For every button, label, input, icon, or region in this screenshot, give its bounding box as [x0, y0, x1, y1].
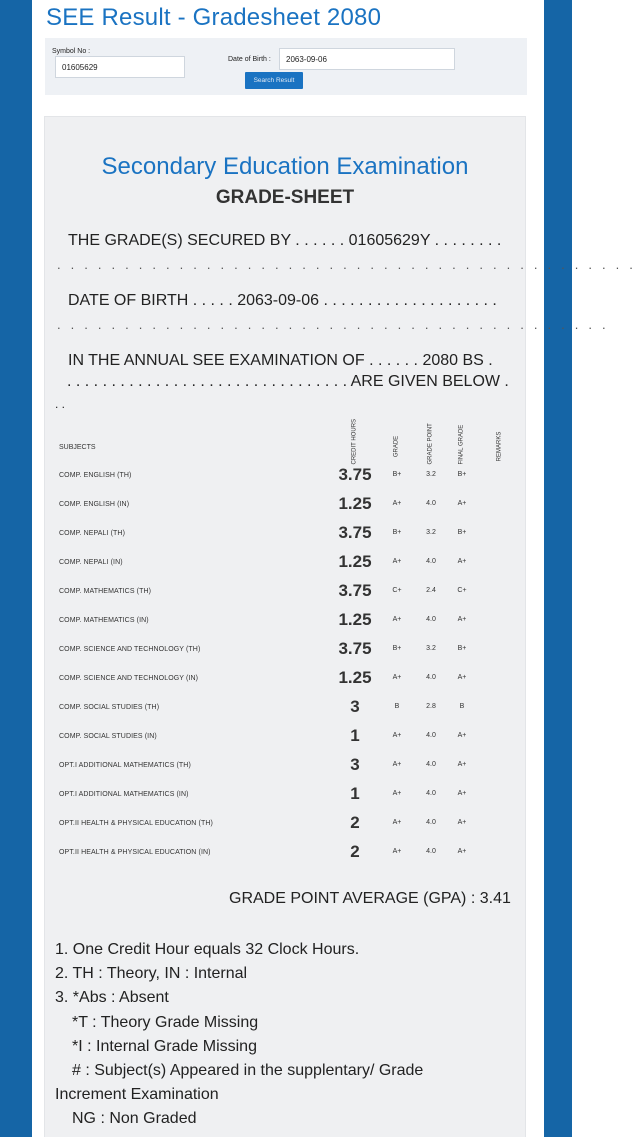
grade-header: GRADE [393, 435, 400, 458]
page-content [32, 0, 636, 1137]
credit-hours: 1.25 [338, 552, 372, 571]
credit-hours: 1.25 [338, 610, 372, 629]
credit-hours: 2 [350, 842, 360, 861]
note-supplementary: # : Subject(s) Appeared in the supplentary/ Grade [72, 1062, 424, 1079]
note-theory-missing: *T : Theory Grade Missing [72, 1014, 259, 1031]
grade-point: 4.0 [426, 819, 436, 826]
subject-name: COMP. ENGLISH (IN) [59, 501, 130, 508]
table-row [45, 694, 525, 723]
grade-point: 4.0 [426, 500, 436, 507]
grade: A+ [392, 848, 402, 855]
subject-name: COMP. MATHEMATICS (TH) [59, 588, 152, 595]
subjects-header: SUBJECTS [59, 444, 96, 451]
note-absent: 3. *Abs : Absent [55, 989, 169, 1006]
final-grade: B [459, 703, 465, 710]
subject-name: COMP. SCIENCE AND TECHNOLOGY (TH) [59, 646, 201, 653]
grade: A+ [392, 500, 402, 507]
exam-title: Secondary Education Examination [101, 153, 469, 180]
grade-point-header: GRADE POINT [427, 423, 434, 465]
table-row [45, 723, 525, 752]
grade: A+ [392, 790, 402, 797]
table-row [45, 665, 525, 694]
credit-hours: 1 [350, 726, 360, 745]
final-grade: A+ [457, 732, 467, 739]
table-row [45, 636, 525, 665]
table-row [45, 607, 525, 636]
credit-hours: 3 [350, 697, 360, 716]
subject-name: COMP. SOCIAL STUDIES (TH) [59, 704, 160, 711]
final-grade: A+ [457, 558, 467, 565]
grade: A+ [392, 616, 402, 623]
grade-point: 4.0 [426, 848, 436, 855]
subject-name: COMP. NEPALI (IN) [59, 559, 123, 566]
final-grade: A+ [457, 616, 467, 623]
table-row [45, 781, 525, 810]
credit-hours: 3.75 [338, 581, 372, 600]
grade-point: 3.2 [426, 645, 436, 652]
dotted-line: . . . . . . . . . . . . . . . . . . . . . . . . . . . . . . . . . . . . . . . . . [57, 317, 609, 332]
grade-point: 3.2 [426, 529, 436, 536]
grade-point: 4.0 [426, 674, 436, 681]
grade-point: 4.0 [426, 616, 436, 623]
subject-name: COMP. SCIENCE AND TECHNOLOGY (IN) [59, 675, 199, 682]
final-grade: B+ [457, 471, 467, 478]
credit-hours: 3.75 [338, 523, 372, 542]
credit-hours: 1 [350, 784, 360, 803]
table-row [45, 462, 525, 491]
credit-hours: 2 [350, 813, 360, 832]
final-grade: A+ [457, 790, 467, 797]
subject-name: OPT.II HEALTH & PHYSICAL EDUCATION (TH) [59, 820, 213, 827]
grade: B+ [392, 529, 402, 536]
note-th-in: 2. TH : Theory, IN : Internal [55, 965, 248, 982]
grade-sheet [45, 117, 636, 1137]
subject-name: COMP. SOCIAL STUDIES (IN) [59, 733, 157, 740]
given-below-line: . . . . . . . . . . . . . . . . . . . . . . . . . . . . . . . . ARE GIVEN BELOW . [67, 373, 509, 390]
final-grade: B+ [457, 529, 467, 536]
subject-name: COMP. ENGLISH (TH) [59, 472, 132, 479]
final-grade-header: FINAL GRADE [458, 424, 465, 465]
grade: A+ [392, 674, 402, 681]
grade-sheet-title: GRADE-SHEET [215, 187, 355, 208]
subject-name: COMP. NEPALI (TH) [59, 530, 126, 537]
credit-hours: 1.25 [338, 668, 372, 687]
credit-hours: 3.75 [338, 465, 372, 484]
final-grade: A+ [457, 500, 467, 507]
dob-line: DATE OF BIRTH . . . . . 2063-09-06 . . . . . . . . . . . . . . . . . . . . [68, 292, 497, 309]
grade: B+ [392, 645, 402, 652]
table-row [45, 520, 525, 549]
subject-name: OPT.I ADDITIONAL MATHEMATICS (TH) [59, 762, 191, 769]
grade-point: 4.0 [426, 558, 436, 565]
table-row [45, 578, 525, 607]
search-form [45, 38, 527, 95]
subject-name: COMP. MATHEMATICS (IN) [59, 617, 149, 624]
grade-point: 2.4 [426, 587, 436, 594]
table-row [45, 752, 525, 781]
page-title: SEE Result - Gradesheet 2080 [46, 4, 382, 31]
symbol-input[interactable]: 01605629 [55, 56, 185, 78]
final-grade: A+ [457, 848, 467, 855]
table-row [45, 491, 525, 520]
grade: A+ [392, 732, 402, 739]
subject-name: OPT.II HEALTH & PHYSICAL EDUCATION (IN) [59, 849, 211, 856]
grade: B+ [392, 471, 402, 478]
dotted-line: . . . . . . . . . . . . . . . . . . . . . . . . . . . . . . . . . . . . . . . . . . . [57, 257, 636, 272]
dob-label: Date of Birth : [228, 56, 271, 63]
note-internal-missing: *I : Internal Grade Missing [72, 1038, 257, 1055]
final-grade: C+ [457, 587, 467, 594]
annual-exam-line: IN THE ANNUAL SEE EXAMINATION OF . . . . . . 2080 BS . [68, 352, 493, 369]
note-non-graded: NG : Non Graded [72, 1110, 197, 1127]
right-blue-border [544, 0, 572, 1137]
gpa-line: GRADE POINT AVERAGE (GPA) : 3.41 [229, 890, 511, 907]
grade: C+ [392, 587, 402, 594]
table-row [45, 549, 525, 578]
credit-hours: 3 [350, 755, 360, 774]
grade-point: 4.0 [426, 732, 436, 739]
left-blue-border [0, 0, 32, 1137]
final-grade: A+ [457, 674, 467, 681]
grade: A+ [392, 558, 402, 565]
search-result-button[interactable]: Search Result [245, 72, 303, 89]
dotted-line: . . [55, 397, 66, 411]
grade: A+ [392, 761, 402, 768]
grade-point: 2.8 [426, 703, 436, 710]
final-grade: A+ [457, 761, 467, 768]
dob-input[interactable]: 2063-09-06 [279, 48, 455, 70]
grade-point: 4.0 [426, 761, 436, 768]
subject-name: OPT.I ADDITIONAL MATHEMATICS (IN) [59, 791, 189, 798]
grade: B [394, 703, 400, 710]
credit-hours-header: CREDIT HOURS [351, 418, 358, 465]
table-row [45, 810, 525, 839]
credit-hours: 1.25 [338, 494, 372, 513]
credit-hours: 3.75 [338, 639, 372, 658]
grade-point: 3.2 [426, 471, 436, 478]
secured-by-line: THE GRADE(S) SECURED BY . . . . . . 01605629Y . . . . . . . . [68, 232, 502, 249]
grade-point: 4.0 [426, 790, 436, 797]
note-increment: Increment Examination [55, 1086, 219, 1103]
symbol-label: Symbol No : [52, 48, 91, 55]
note-credit-hour: 1. One Credit Hour equals 32 Clock Hours. [55, 941, 360, 958]
remarks-header: REMARKS [496, 431, 503, 462]
grade: A+ [392, 819, 402, 826]
final-grade: B+ [457, 645, 467, 652]
table-row [45, 839, 525, 868]
final-grade: A+ [457, 819, 467, 826]
